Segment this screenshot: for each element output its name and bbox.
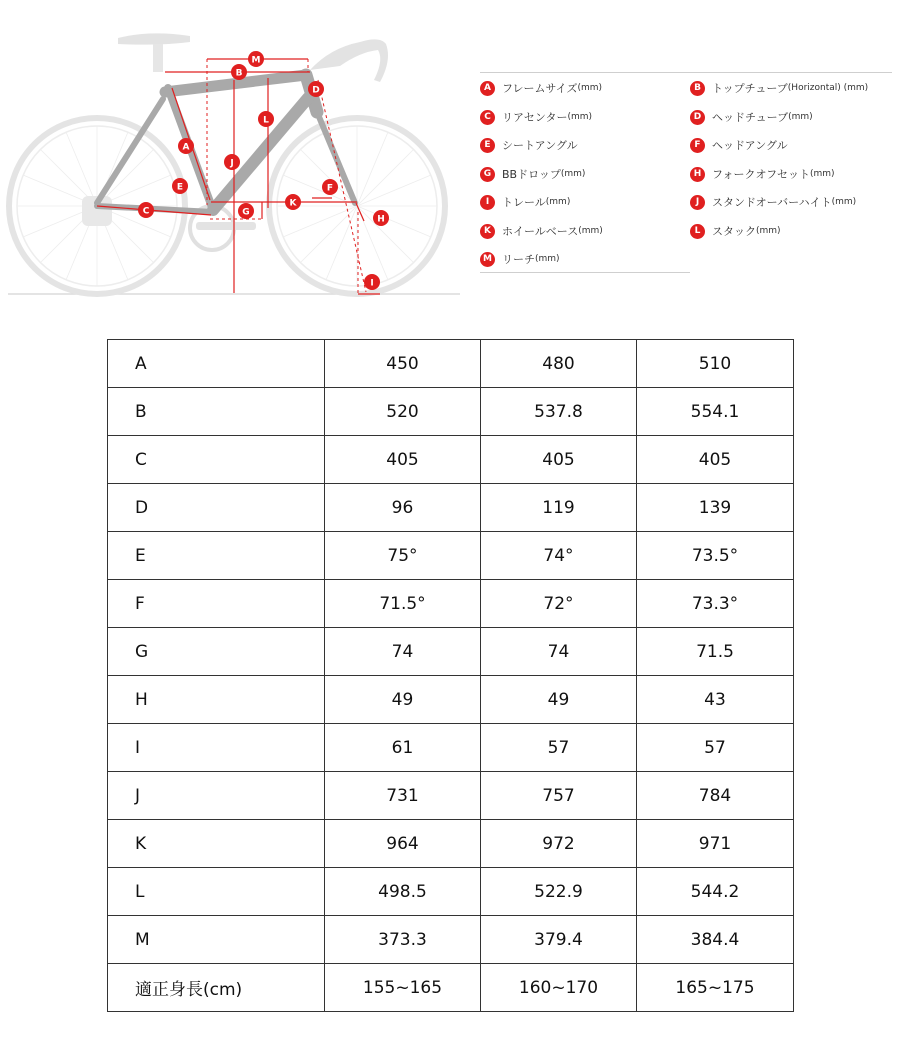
table-row xyxy=(108,628,794,676)
table-cell: 57 xyxy=(481,724,637,772)
table-cell: 43 xyxy=(637,676,794,724)
legend-unit: (mm) xyxy=(788,112,813,122)
svg-text:B: B xyxy=(235,68,243,79)
table-row xyxy=(108,388,794,436)
legend-badge: B xyxy=(690,81,705,96)
legend-badge: K xyxy=(480,224,495,239)
legend-badge: J xyxy=(690,195,705,210)
table-cell: 405 xyxy=(481,436,637,484)
legend-unit: (mm) xyxy=(578,226,603,236)
row-label: F xyxy=(108,580,325,628)
table-row xyxy=(108,436,794,484)
table-cell: 61 xyxy=(325,724,481,772)
table-cell: 405 xyxy=(637,436,794,484)
legend-label: トレール xyxy=(502,196,546,209)
legend-label: ホイールベース xyxy=(502,225,579,238)
table-row xyxy=(108,964,794,1012)
table-cell: 537.8 xyxy=(481,388,637,436)
marker-H xyxy=(373,210,389,226)
table-cell: 74° xyxy=(481,532,637,580)
table-cell: 379.4 xyxy=(481,916,637,964)
legend-badge: E xyxy=(480,138,495,153)
legend-label: ヘッドアングル xyxy=(712,139,788,152)
svg-text:M: M xyxy=(251,55,261,66)
legend-unit: (mm) xyxy=(545,197,571,207)
marker-D xyxy=(308,81,324,97)
table-cell: 139 xyxy=(637,484,794,532)
marker-E xyxy=(172,178,188,194)
svg-text:C: C xyxy=(142,206,150,217)
svg-text:G: G xyxy=(242,207,250,218)
table-cell: 165~175 xyxy=(637,964,794,1012)
legend-badge: D xyxy=(690,110,705,125)
legend-badge: C xyxy=(480,110,495,125)
table-cell: 73.5° xyxy=(637,532,794,580)
legend-badge: L xyxy=(690,224,705,239)
row-label: D xyxy=(108,484,325,532)
marker-K xyxy=(285,194,301,210)
table-row xyxy=(108,580,794,628)
legend-item-C xyxy=(480,107,592,127)
legend-label: フォークオフセット xyxy=(712,168,811,181)
table-cell: 522.9 xyxy=(481,868,637,916)
table-cell: 96 xyxy=(325,484,481,532)
table-cell: 450 xyxy=(325,340,481,388)
marker-L xyxy=(258,111,274,127)
bike-geometry-svg xyxy=(0,0,470,300)
table-row xyxy=(108,772,794,820)
geometry-table xyxy=(107,339,794,1012)
legend-item-I xyxy=(480,192,570,212)
legend-unit: (Horizontal) (mm) xyxy=(787,83,869,93)
legend-badge: H xyxy=(690,167,705,182)
legend-unit: (mm) xyxy=(577,83,603,93)
row-label: M xyxy=(108,916,325,964)
legend-item-A xyxy=(480,78,602,98)
table-cell: 49 xyxy=(481,676,637,724)
table-cell: 480 xyxy=(481,340,637,388)
svg-text:K: K xyxy=(289,198,297,209)
legend-badge: G xyxy=(480,167,495,182)
row-label: J xyxy=(108,772,325,820)
row-label: G xyxy=(108,628,325,676)
table-cell: 405 xyxy=(325,436,481,484)
legend-label: ヘッドチューブ xyxy=(712,111,789,124)
legend-label: リアセンター xyxy=(502,111,568,124)
legend-item-F xyxy=(690,135,788,155)
legend-unit: (mm) xyxy=(831,197,857,207)
legend-bottom-rule xyxy=(480,272,690,273)
legend-label: リーチ xyxy=(502,253,535,266)
bike-geometry-diagram xyxy=(0,0,470,300)
table-cell: 73.3° xyxy=(637,580,794,628)
table-cell: 498.5 xyxy=(325,868,481,916)
table-cell: 757 xyxy=(481,772,637,820)
legend-item-K xyxy=(480,221,603,241)
table-cell: 72° xyxy=(481,580,637,628)
svg-text:A: A xyxy=(182,142,190,153)
table-cell: 784 xyxy=(637,772,794,820)
marker-C xyxy=(138,202,154,218)
row-label: 適正身長(cm) xyxy=(108,964,325,1012)
table-row xyxy=(108,340,794,388)
legend-label: シートアングル xyxy=(502,139,578,152)
legend-badge: M xyxy=(480,252,495,267)
legend-label: スタック xyxy=(712,225,756,238)
svg-text:D: D xyxy=(312,85,320,96)
table-cell: 384.4 xyxy=(637,916,794,964)
table-cell: 74 xyxy=(325,628,481,676)
table-row xyxy=(108,484,794,532)
table-row xyxy=(108,676,794,724)
svg-text:I: I xyxy=(370,278,374,289)
svg-text:H: H xyxy=(377,214,385,225)
marker-J xyxy=(224,154,240,170)
table-cell: 544.2 xyxy=(637,868,794,916)
marker-B xyxy=(231,64,247,80)
table-cell: 964 xyxy=(325,820,481,868)
table-cell: 71.5° xyxy=(325,580,481,628)
legend-top-rule xyxy=(480,72,892,73)
legend-unit: (mm) xyxy=(560,169,586,179)
marker-I xyxy=(364,274,380,290)
svg-text:F: F xyxy=(326,183,334,194)
legend-label: スタンドオーバーハイト xyxy=(712,196,832,209)
row-label: H xyxy=(108,676,325,724)
svg-text:E: E xyxy=(176,182,184,193)
marker-G xyxy=(238,203,254,219)
row-label: K xyxy=(108,820,325,868)
table-cell: 972 xyxy=(481,820,637,868)
table-cell: 57 xyxy=(637,724,794,772)
table-cell: 119 xyxy=(481,484,637,532)
row-label: E xyxy=(108,532,325,580)
legend-item-H xyxy=(690,164,835,184)
legend-badge: F xyxy=(690,138,705,153)
table-row xyxy=(108,820,794,868)
table-cell: 160~170 xyxy=(481,964,637,1012)
table-cell: 554.1 xyxy=(637,388,794,436)
table-cell: 71.5 xyxy=(637,628,794,676)
legend-item-J xyxy=(690,192,856,212)
table-cell: 155~165 xyxy=(325,964,481,1012)
svg-text:J: J xyxy=(230,158,234,169)
legend-unit: (mm) xyxy=(567,112,593,122)
marker-M xyxy=(248,51,264,67)
legend-item-M xyxy=(480,249,560,269)
row-label: B xyxy=(108,388,325,436)
table-row xyxy=(108,532,794,580)
svg-text:L: L xyxy=(263,115,269,126)
table-row xyxy=(108,868,794,916)
legend-item-B xyxy=(690,78,868,98)
legend-badge: A xyxy=(480,81,495,96)
table-cell: 520 xyxy=(325,388,481,436)
legend-item-L xyxy=(690,221,781,241)
table-cell: 510 xyxy=(637,340,794,388)
legend-unit: (mm) xyxy=(756,226,781,236)
marker-F xyxy=(322,179,338,195)
table-row xyxy=(108,916,794,964)
table-cell: 74 xyxy=(481,628,637,676)
legend-label: トップチューブ xyxy=(712,82,788,95)
row-label: A xyxy=(108,340,325,388)
table-cell: 75° xyxy=(325,532,481,580)
legend-item-E xyxy=(480,135,578,155)
row-label: I xyxy=(108,724,325,772)
legend-unit: (mm) xyxy=(810,169,835,179)
table-cell: 49 xyxy=(325,676,481,724)
table-cell: 373.3 xyxy=(325,916,481,964)
row-label: L xyxy=(108,868,325,916)
legend-unit: (mm) xyxy=(535,254,560,264)
legend-item-G xyxy=(480,164,585,184)
legend-label: フレームサイズ xyxy=(502,82,578,95)
table-row xyxy=(108,724,794,772)
row-label: C xyxy=(108,436,325,484)
table-cell: 731 xyxy=(325,772,481,820)
table-cell: 971 xyxy=(637,820,794,868)
legend-item-D xyxy=(690,107,813,127)
marker-A xyxy=(178,138,194,154)
legend-label: BBドロップ xyxy=(502,168,561,181)
legend-badge: I xyxy=(480,195,495,210)
